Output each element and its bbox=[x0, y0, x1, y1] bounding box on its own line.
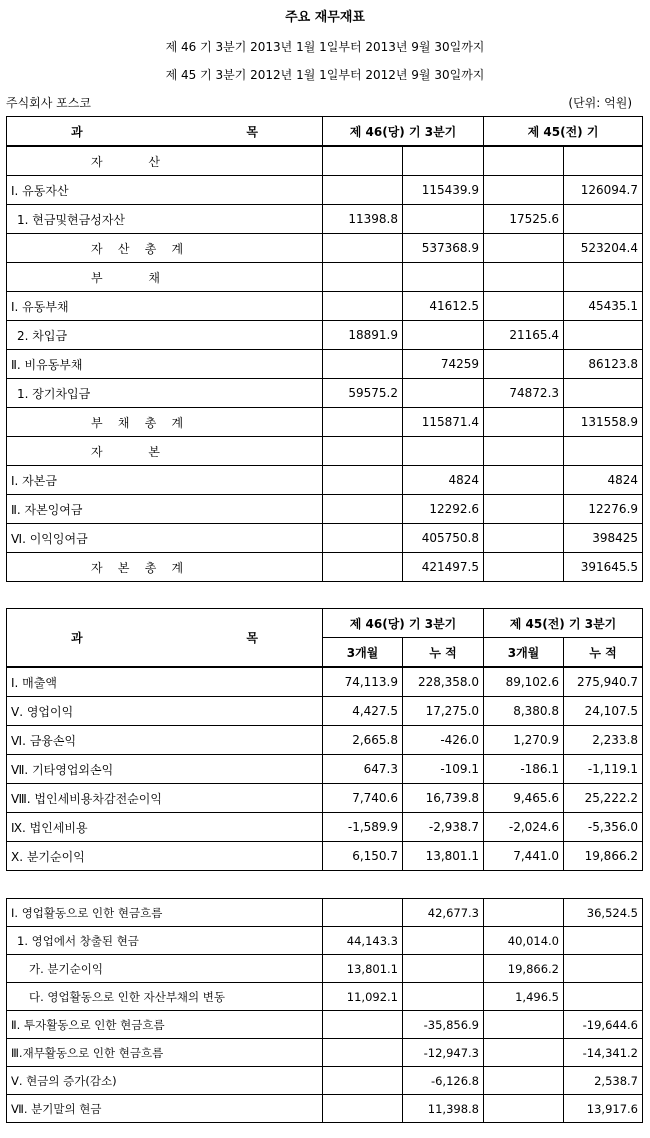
cashflow-row-c2: -35,856.9 bbox=[403, 1011, 484, 1039]
cashflow-row-c2 bbox=[403, 927, 484, 955]
income-header-prev-cum: 누 적 bbox=[564, 638, 643, 668]
balance-row-label: 1. 현금및현금성자산 bbox=[7, 205, 323, 234]
balance-row-c3 bbox=[484, 524, 564, 553]
balance-row-c3 bbox=[484, 234, 564, 263]
cashflow-row-c3 bbox=[484, 1039, 564, 1067]
balance-row bbox=[7, 495, 643, 524]
balance-row-c1 bbox=[323, 263, 403, 292]
balance-row-label: 2. 차입금 bbox=[7, 321, 323, 350]
balance-row-c1 bbox=[323, 292, 403, 321]
balance-row-label: 부 채 총 계 bbox=[7, 408, 323, 437]
balance-row-c4: 86123.8 bbox=[564, 350, 643, 379]
balance-row bbox=[7, 263, 643, 292]
cashflow-row-c1 bbox=[323, 899, 403, 927]
income-row bbox=[7, 842, 643, 871]
income-row-c1: 6,150.7 bbox=[323, 842, 403, 871]
balance-row-c1: 59575.2 bbox=[323, 379, 403, 408]
balance-row-c3 bbox=[484, 350, 564, 379]
balance-row-c3 bbox=[484, 263, 564, 292]
balance-row-c1 bbox=[323, 146, 403, 176]
income-statement-table bbox=[6, 608, 643, 871]
income-row-c3: 7,441.0 bbox=[484, 842, 564, 871]
cashflow-row-label: Ⅶ. 분기말의 현금 bbox=[7, 1095, 323, 1123]
cashflow-row-c2: 42,677.3 bbox=[403, 899, 484, 927]
balance-row-c3 bbox=[484, 146, 564, 176]
unit-label: (단위: 억원) bbox=[568, 96, 632, 110]
balance-row-c2 bbox=[403, 437, 484, 466]
income-row-label: Ⅴ. 영업이익 bbox=[7, 697, 323, 726]
income-row-c4: 275,940.7 bbox=[564, 667, 643, 697]
balance-row-c3 bbox=[484, 292, 564, 321]
balance-row-label: Ⅵ. 이익잉여금 bbox=[7, 524, 323, 553]
balance-row-c4 bbox=[564, 146, 643, 176]
balance-header-item-a: 과 bbox=[71, 124, 83, 139]
income-row-c2: 16,739.8 bbox=[403, 784, 484, 813]
income-row-c1: 74,113.9 bbox=[323, 667, 403, 697]
balance-row-c3 bbox=[484, 176, 564, 205]
balance-row-c2 bbox=[403, 263, 484, 292]
cashflow-row-c2: 11,398.8 bbox=[403, 1095, 484, 1123]
balance-row bbox=[7, 146, 643, 176]
cashflow-row bbox=[7, 1095, 643, 1123]
balance-row-c3 bbox=[484, 466, 564, 495]
cashflow-row-c4: 2,538.7 bbox=[564, 1067, 643, 1095]
balance-row-c3: 74872.3 bbox=[484, 379, 564, 408]
income-row bbox=[7, 726, 643, 755]
balance-row-label: Ⅱ. 자본잉여금 bbox=[7, 495, 323, 524]
balance-row-c3: 21165.4 bbox=[484, 321, 564, 350]
income-row-label: Ⅶ. 기타영업외손익 bbox=[7, 755, 323, 784]
balance-row-c3 bbox=[484, 495, 564, 524]
income-row-c3: -186.1 bbox=[484, 755, 564, 784]
balance-header-current: 제 46(당) 기 3분기 bbox=[323, 117, 484, 147]
balance-row-label: 자 본 bbox=[7, 437, 323, 466]
cashflow-row-c1 bbox=[323, 1039, 403, 1067]
income-row-c2: -109.1 bbox=[403, 755, 484, 784]
income-header-item bbox=[7, 609, 323, 668]
cashflow-row-label: Ⅰ. 영업활동으로 인한 현금흐름 bbox=[7, 899, 323, 927]
cashflow-row-c3: 19,866.2 bbox=[484, 955, 564, 983]
balance-row bbox=[7, 350, 643, 379]
balance-row-c4: 45435.1 bbox=[564, 292, 643, 321]
cashflow-row-c3 bbox=[484, 1095, 564, 1123]
cashflow-row-c1: 44,143.3 bbox=[323, 927, 403, 955]
income-row-c3: 1,270.9 bbox=[484, 726, 564, 755]
cashflow-row-c2 bbox=[403, 983, 484, 1011]
income-row-c4: -1,119.1 bbox=[564, 755, 643, 784]
cashflow-row-c4: 36,524.5 bbox=[564, 899, 643, 927]
balance-row-c2: 4824 bbox=[403, 466, 484, 495]
income-row-c1: 7,740.6 bbox=[323, 784, 403, 813]
balance-row-label: 자 본 총 계 bbox=[7, 553, 323, 582]
income-row-c1: -1,589.9 bbox=[323, 813, 403, 842]
income-header-previous: 제 45(전) 기 3분기 bbox=[484, 609, 643, 638]
income-row-c1: 647.3 bbox=[323, 755, 403, 784]
balance-row-c1 bbox=[323, 234, 403, 263]
cashflow-row bbox=[7, 1011, 643, 1039]
balance-row-c3 bbox=[484, 408, 564, 437]
balance-row-c2: 115439.9 bbox=[403, 176, 484, 205]
income-header-current: 제 46(당) 기 3분기 bbox=[323, 609, 484, 638]
cashflow-row-c2: -12,947.3 bbox=[403, 1039, 484, 1067]
income-row bbox=[7, 697, 643, 726]
balance-row-c4 bbox=[564, 437, 643, 466]
balance-sheet-table bbox=[6, 116, 643, 582]
cashflow-row-c4: 13,917.6 bbox=[564, 1095, 643, 1123]
balance-row-c1 bbox=[323, 553, 403, 582]
income-row-c3: 89,102.6 bbox=[484, 667, 564, 697]
income-row-c4: 19,866.2 bbox=[564, 842, 643, 871]
cashflow-row-c1: 11,092.1 bbox=[323, 983, 403, 1011]
period-previous: 제 45 기 3분기 2012년 1월 1일부터 2012년 9월 30일까지 bbox=[165, 68, 485, 82]
balance-row-c2: 405750.8 bbox=[403, 524, 484, 553]
cashflow-row-c1: 13,801.1 bbox=[323, 955, 403, 983]
balance-row-c3 bbox=[484, 553, 564, 582]
income-header-item-b: 목 bbox=[246, 631, 258, 645]
income-header-cur-3m: 3개월 bbox=[323, 638, 403, 668]
income-row-c2: -426.0 bbox=[403, 726, 484, 755]
balance-row-c1 bbox=[323, 408, 403, 437]
balance-row-c4: 131558.9 bbox=[564, 408, 643, 437]
balance-row-c2 bbox=[403, 146, 484, 176]
balance-row-c1 bbox=[323, 524, 403, 553]
balance-row-c2: 41612.5 bbox=[403, 292, 484, 321]
balance-row-label: Ⅰ. 유동부채 bbox=[7, 292, 323, 321]
balance-row-label: Ⅱ. 비유동부채 bbox=[7, 350, 323, 379]
cashflow-row bbox=[7, 1067, 643, 1095]
balance-row bbox=[7, 466, 643, 495]
income-row-c4: -5,356.0 bbox=[564, 813, 643, 842]
balance-row-c2 bbox=[403, 321, 484, 350]
cashflow-row-label: 1. 영업에서 창출된 현금 bbox=[7, 927, 323, 955]
balance-row bbox=[7, 234, 643, 263]
balance-row-label: 부 채 bbox=[7, 263, 323, 292]
cashflow-row-c4 bbox=[564, 927, 643, 955]
balance-row bbox=[7, 553, 643, 582]
cashflow-row-c3 bbox=[484, 1067, 564, 1095]
cashflow-row-c3: 40,014.0 bbox=[484, 927, 564, 955]
balance-row-c1 bbox=[323, 176, 403, 205]
balance-row bbox=[7, 292, 643, 321]
balance-row-c4: 398425 bbox=[564, 524, 643, 553]
income-row-c3: -2,024.6 bbox=[484, 813, 564, 842]
cashflow-row-c3 bbox=[484, 1011, 564, 1039]
income-row-label: Ⅵ. 금융손익 bbox=[7, 726, 323, 755]
income-row-label: Ⅷ. 법인세비용차감전순이익 bbox=[7, 784, 323, 813]
cashflow-row-c4: -14,341.2 bbox=[564, 1039, 643, 1067]
balance-row-label: Ⅰ. 유동자산 bbox=[7, 176, 323, 205]
balance-row-c4 bbox=[564, 263, 643, 292]
cashflow-table bbox=[6, 898, 643, 1123]
income-row-c1: 2,665.8 bbox=[323, 726, 403, 755]
balance-row bbox=[7, 176, 643, 205]
income-row-c4: 2,233.8 bbox=[564, 726, 643, 755]
balance-row-c3 bbox=[484, 437, 564, 466]
balance-row-c2: 115871.4 bbox=[403, 408, 484, 437]
income-row-label: Ⅹ. 분기순이익 bbox=[7, 842, 323, 871]
balance-row-c2: 421497.5 bbox=[403, 553, 484, 582]
income-row-label: Ⅰ. 매출액 bbox=[7, 667, 323, 697]
cashflow-row-c4 bbox=[564, 983, 643, 1011]
income-row-c2: -2,938.7 bbox=[403, 813, 484, 842]
cashflow-row-label: 가. 분기순이익 bbox=[7, 955, 323, 983]
cashflow-row-label: Ⅲ.재무활동으로 인한 현금흐름 bbox=[7, 1039, 323, 1067]
balance-row-c3: 17525.6 bbox=[484, 205, 564, 234]
income-row-c4: 25,222.2 bbox=[564, 784, 643, 813]
balance-row-c1: 11398.8 bbox=[323, 205, 403, 234]
company-name: 주식회사 포스코 bbox=[6, 96, 91, 110]
income-row bbox=[7, 813, 643, 842]
income-row-label: Ⅸ. 법인세비용 bbox=[7, 813, 323, 842]
income-row-c1: 4,427.5 bbox=[323, 697, 403, 726]
balance-row-label: 1. 장기차입금 bbox=[7, 379, 323, 408]
balance-row-label: 자 산 총 계 bbox=[7, 234, 323, 263]
balance-row-c1 bbox=[323, 437, 403, 466]
balance-row-c1 bbox=[323, 350, 403, 379]
balance-row bbox=[7, 408, 643, 437]
balance-row-c4: 126094.7 bbox=[564, 176, 643, 205]
balance-row-c4: 4824 bbox=[564, 466, 643, 495]
cashflow-row bbox=[7, 927, 643, 955]
balance-row bbox=[7, 321, 643, 350]
cashflow-row-c2: -6,126.8 bbox=[403, 1067, 484, 1095]
income-row-c2: 228,358.0 bbox=[403, 667, 484, 697]
cashflow-row-c4: -19,644.6 bbox=[564, 1011, 643, 1039]
balance-row bbox=[7, 379, 643, 408]
balance-header-item-b: 목 bbox=[246, 124, 258, 139]
cashflow-row bbox=[7, 899, 643, 927]
cashflow-row-label: Ⅴ. 현금의 증가(감소) bbox=[7, 1067, 323, 1095]
income-header-cur-cum: 누 적 bbox=[403, 638, 484, 668]
income-row-c3: 8,380.8 bbox=[484, 697, 564, 726]
cashflow-row-c1 bbox=[323, 1067, 403, 1095]
balance-row bbox=[7, 524, 643, 553]
balance-row-label: 자 산 bbox=[7, 146, 323, 176]
income-row bbox=[7, 784, 643, 813]
balance-row-label: Ⅰ. 자본금 bbox=[7, 466, 323, 495]
balance-row-c2 bbox=[403, 205, 484, 234]
income-header-item-a: 과 bbox=[71, 631, 83, 645]
balance-row-c4 bbox=[564, 205, 643, 234]
income-row-c4: 24,107.5 bbox=[564, 697, 643, 726]
cashflow-row-c2 bbox=[403, 955, 484, 983]
income-row-c2: 13,801.1 bbox=[403, 842, 484, 871]
balance-row-c1 bbox=[323, 495, 403, 524]
balance-row-c4: 12276.9 bbox=[564, 495, 643, 524]
period-current: 제 46 기 3분기 2013년 1월 1일부터 2013년 9월 30일까지 bbox=[165, 40, 485, 54]
cashflow-row-c1 bbox=[323, 1011, 403, 1039]
balance-row bbox=[7, 205, 643, 234]
balance-row bbox=[7, 437, 643, 466]
document-title: 주요 재무재표 bbox=[285, 10, 365, 25]
balance-row-c1: 18891.9 bbox=[323, 321, 403, 350]
balance-row-c2: 12292.6 bbox=[403, 495, 484, 524]
income-row-c3: 9,465.6 bbox=[484, 784, 564, 813]
balance-row-c2: 74259 bbox=[403, 350, 484, 379]
balance-row-c4 bbox=[564, 321, 643, 350]
cashflow-row bbox=[7, 1039, 643, 1067]
cashflow-row-label: Ⅱ. 투자활동으로 인한 현금흐름 bbox=[7, 1011, 323, 1039]
income-row bbox=[7, 667, 643, 697]
income-header-prev-3m: 3개월 bbox=[484, 638, 564, 668]
balance-header-item bbox=[7, 117, 323, 147]
cashflow-row-c3: 1,496.5 bbox=[484, 983, 564, 1011]
cashflow-row bbox=[7, 983, 643, 1011]
cashflow-row-c4 bbox=[564, 955, 643, 983]
income-row bbox=[7, 755, 643, 784]
cashflow-row-c1 bbox=[323, 1095, 403, 1123]
cashflow-row bbox=[7, 955, 643, 983]
balance-row-c4: 523204.4 bbox=[564, 234, 643, 263]
cashflow-row-label: 다. 영업활동으로 인한 자산부채의 변동 bbox=[7, 983, 323, 1011]
balance-row-c1 bbox=[323, 466, 403, 495]
balance-header-previous: 제 45(전) 기 bbox=[484, 117, 643, 147]
cashflow-row-c3 bbox=[484, 899, 564, 927]
balance-row-c4 bbox=[564, 379, 643, 408]
income-row-c2: 17,275.0 bbox=[403, 697, 484, 726]
balance-row-c2 bbox=[403, 379, 484, 408]
balance-row-c2: 537368.9 bbox=[403, 234, 484, 263]
balance-row-c4: 391645.5 bbox=[564, 553, 643, 582]
